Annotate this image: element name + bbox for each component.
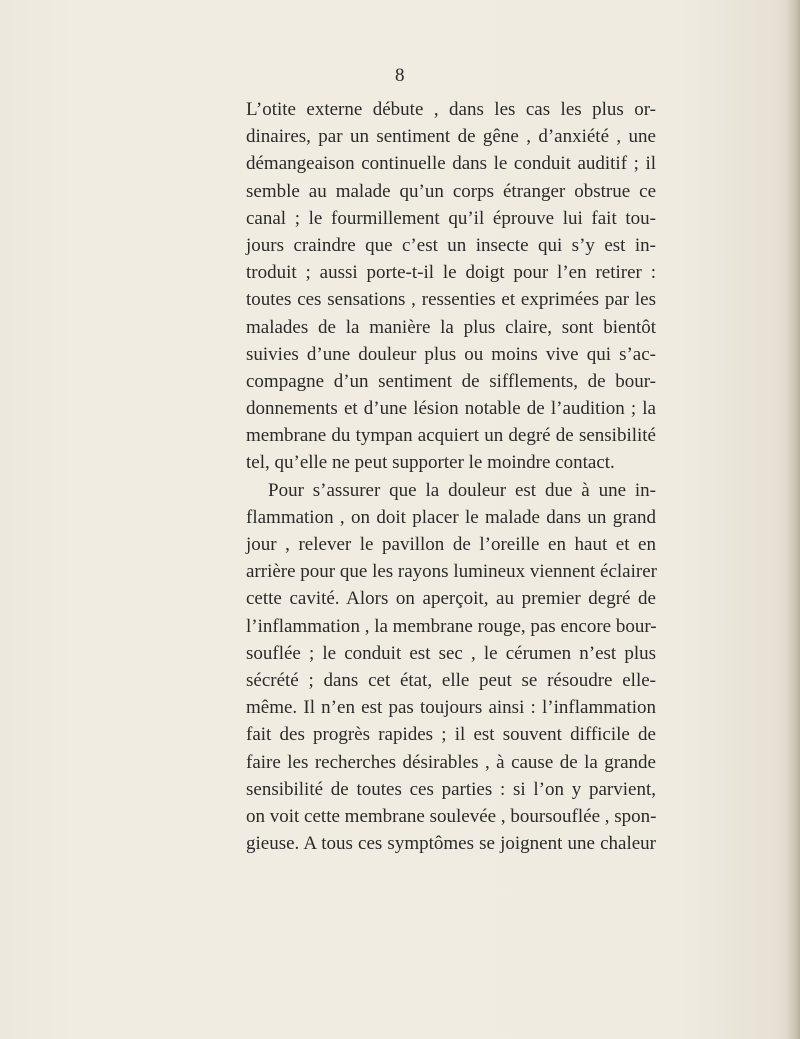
page-number: 8 [395,65,405,86]
text-line: démangeaison continuelle dans le conduit auditif ; il [246,153,656,175]
text-line: suivies d’une douleur plus ou moins vive qui s’ac- [246,343,656,365]
text-line: donnements et d’une lésion notable de l’audition ; la [246,398,656,420]
text-line: compagne d’un sentiment de sifflements, de bour- [246,370,656,392]
text-line: même. Il n’en est pas toujours ainsi : l’inflammation [246,697,656,719]
text-line: troduit ; aussi porte-t-il le doigt pour l’en retirer : [246,262,656,284]
text-line: toutes ces sensations , ressenties et exprimées par les [246,289,656,311]
body-text [246,96,656,857]
text-line: arrière pour que les rayons lumineux viennent éclairer [246,561,657,583]
text-line: tel, qu’elle ne peut supporter le moindre contact. [246,452,615,474]
text-line: l’inflammation , la membrane rouge, pas encore bour- [246,615,657,637]
text-line: canal ; le fourmillement qu’il éprouve lui fait tou- [246,207,656,229]
text-line: L’otite externe débute , dans les cas les plus or- [246,99,656,120]
text-line: semble au malade qu’un corps étranger obstrue ce [246,180,656,202]
text-line: membrane du tympan acquiert un degré de sensibilité [246,425,656,447]
text-line: jours craindre que c’est un insecte qui s’y est in- [246,234,656,256]
page-edge-shadow [786,0,800,1039]
text-line: gieuse. A tous ces symptômes se joignent une chaleur [246,833,656,855]
text-line: Pour s’assurer que la douleur est due à une in- [268,479,656,501]
text-line: malades de la manière la plus claire, sont bientôt [246,316,656,338]
text-line: sensibilité de toutes ces parties : si l’on y parvient, [246,778,656,800]
text-line: dinaires, par un sentiment de gêne , d’anxiété , une [246,126,656,148]
text-line: souflée ; le conduit est sec , le cérumen n’est plus [246,642,656,664]
text-line: fait des progrès rapides ; il est souvent difficile de [246,724,656,746]
text-line: sécrété ; dans cet état, elle peut se résoudre elle- [246,669,656,691]
text-line: on voit cette membrane soulevée , boursouflée , spon- [246,805,657,827]
text-line: flammation , on doit placer le malade dans un grand [246,506,656,528]
text-line: faire les recherches désirables , à cause de la grande [246,751,656,773]
text-line: cette cavité. Alors on aperçoit, au premier degré de [246,588,656,610]
text-line: jour , relever le pavillon de l’oreille en haut et en [246,534,656,555]
